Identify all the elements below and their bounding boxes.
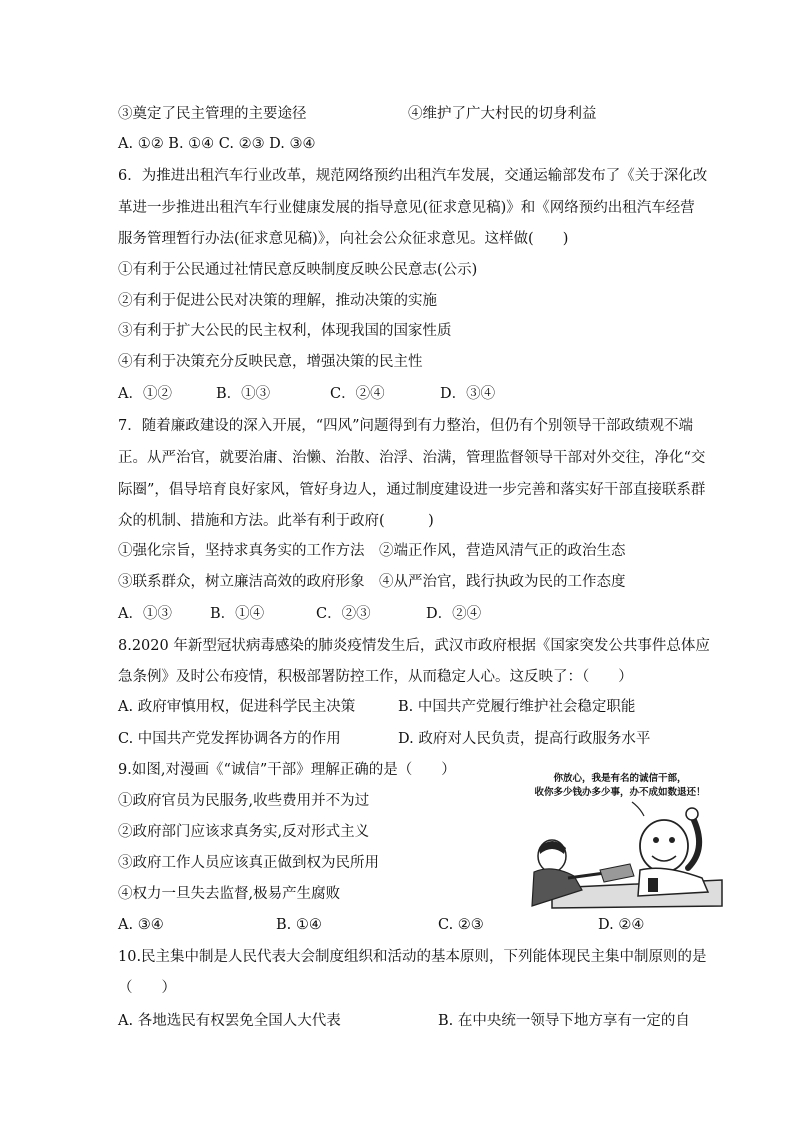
answer-choice: D．③④ [440,386,496,402]
answer-choice: C．②④ [330,386,385,402]
answer-choice: D. 政府对人民负责，提高行政服务水平 [398,731,651,747]
option-line: ④有利于决策充分反映民意，增强决策的民主性 [118,354,423,370]
answer-choice: B. 在中央统一领导下地方享有一定的自 [438,1013,690,1029]
answer-choice: B．①④ [210,606,265,622]
option-line: ①政府官员为民服务,收些费用并不为过 [118,793,370,809]
option-line: ①有利于公民通过社情民意反映制度反映公民意志(公示) [118,262,478,278]
option-line: ③联系群众，树立廉洁高效的政府形象 ④从严治官，践行执政为民的工作态度 [118,574,626,590]
answer-choices: A. ①② B. ①④ C. ②③ D. ③④ [118,136,316,152]
question-8-text: 急条例》及时公布疫情，积极部署防控工作，从而稳定人心。这反映了：（ ） [118,669,633,685]
question-7-text: 正。从严治官，就要治庸、治懒、治散、治浮、治满，管理监督领导干部对外交往，净化“交 [118,450,706,466]
option-line: ②有利于促进公民对决策的理解，推动决策的实施 [118,293,437,309]
option-line: ③奠定了民主管理的主要途径 [118,106,307,122]
answer-choice: D．②④ [426,606,482,622]
answer-choice: B. 中国共产党履行维护社会稳定职能 [398,699,636,715]
option-line: ④权力一旦失去监督,极易产生腐败 [118,886,341,902]
answer-choice: B．①③ [216,386,271,402]
option-line: ③有利于扩大公民的民主权利，体现我国的国家性质 [118,323,452,339]
cartoon-drawing [512,768,724,910]
answer-choice: D. ②④ [598,917,645,933]
answer-choice: C．②③ [316,606,371,622]
cartoon-image [512,768,724,910]
option-line: ④维护了广大村民的切身利益 [408,106,597,122]
question-8-text: 8.2020 年新型冠状病毒感染的肺炎疫情发生后，武汉市政府根据《国家突发公共事件总体应 [118,638,710,654]
answer-choice: A．①③ [118,606,172,622]
question-7-text: 众的机制、措施和方法。此举有利于政府( ) [118,513,434,529]
option-line: ③政府工作人员应该真正做到权为民所用 [118,855,379,871]
answer-choice: B. ①④ [276,917,322,933]
question-10-text: （ ） [118,980,176,996]
question-10-text: 10.民主集中制是人民代表大会制度组织和活动的基本原则，下列能体现民主集中制原则的是 [118,949,707,965]
question-7-text: 7．随着廉政建设的深入开展，“四风”问题得到有力整治，但仍有个别领导干部政绩观不端 [118,418,694,434]
answer-choice: A. ③④ [118,917,164,933]
cartoon-speech: 你放心，我是有名的诚信干部， 收你多少钱办多少事，办不成如数退还！ [534,773,706,798]
question-6-text: 服务管理暂行办法(征求意见稿)》，向社会公众征求意见。这样做( ) [118,231,569,247]
question-6-text: 6．为推进出租汽车行业改革，规范网络预约出租汽车发展，交通运输部发布了《关于深化改 [118,168,708,184]
question-7-text: 际圈”，倡导培育良好家风，管好身边人，通过制度建设进一步完善和落实好干部直接联系群 [118,482,706,498]
answer-choice: A. 政府审慎用权，促进科学民主决策 [118,699,356,715]
question-9-text: 9.如图,对漫画《“诚信”干部》理解正确的是（ ） [118,762,456,778]
option-line: ①强化宗旨，坚持求真务实的工作方法 ②端正作风，营造风清气正的政治生态 [118,543,626,559]
question-6-text: 革进一步推进出租汽车行业健康发展的指导意见(征求意见稿)》和《网络预约出租汽车经营 [118,200,695,216]
option-line: ②政府部门应该求真务实,反对形式主义 [118,824,370,840]
answer-choice: C. ②③ [438,917,484,933]
answer-choice: A. 各地选民有权罢免全国人大代表 [118,1013,341,1029]
answer-choice: C. 中国共产党发挥协调各方的作用 [118,731,341,747]
answer-choice: A．①② [118,386,172,402]
